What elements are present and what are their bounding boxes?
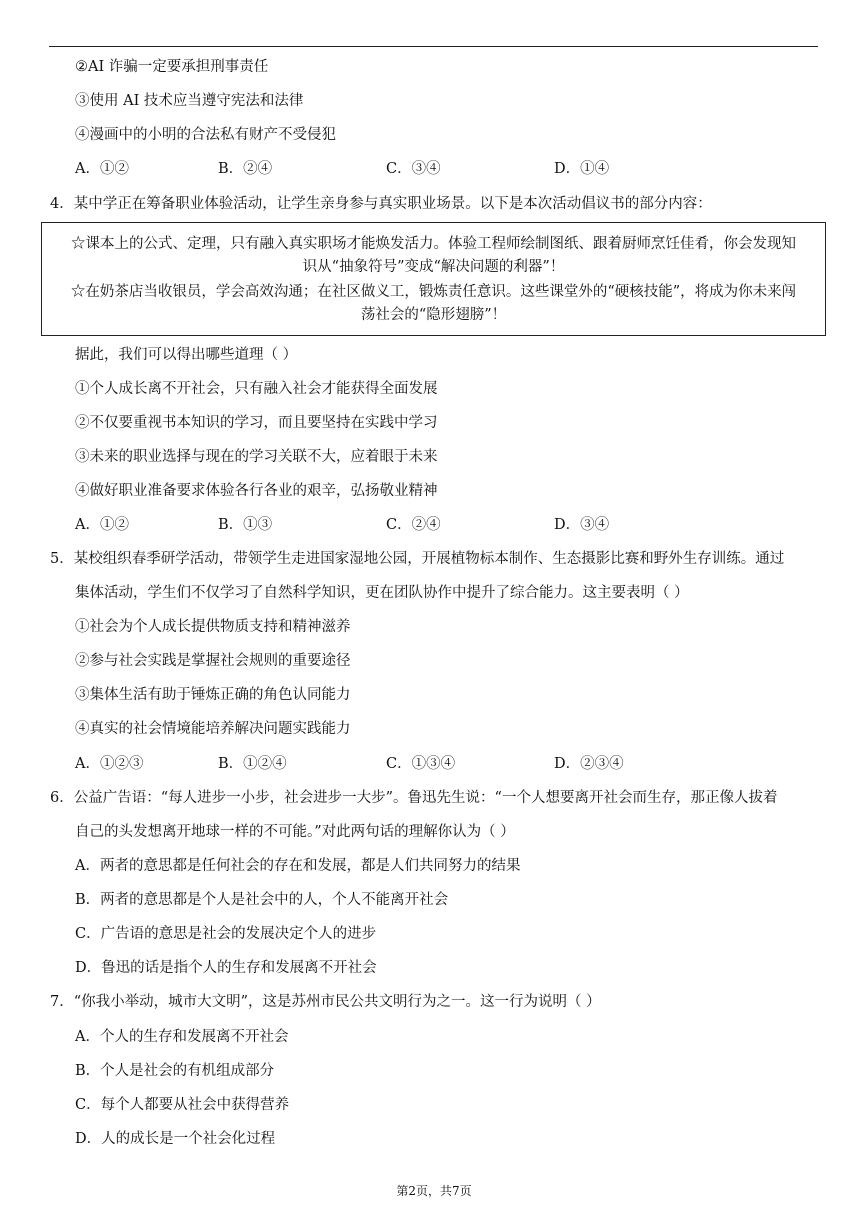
q5-option-c[interactable]: C．①③④ (386, 756, 456, 772)
q3-option-d[interactable]: D．①④ (554, 161, 610, 177)
q5-option-d[interactable]: D．②③④ (554, 756, 624, 772)
q5-option-a[interactable]: A．①②③ (75, 756, 144, 772)
q4-box-line-1: ☆课本上的公式、定理，只有融入真实职场才能焕发活力。体验工程师绘制图纸、跟着厨师烹饪佳肴，你会发现知 (71, 236, 796, 252)
q5-statement-1: ①社会为个人成长提供物质支持和精神滋养 (75, 619, 351, 635)
q6-choice-c[interactable]: C．广告语的意思是社会的发展决定个人的进步 (75, 926, 377, 942)
q7-choice-d[interactable]: D．人的成长是一个社会化过程 (75, 1131, 276, 1147)
q4-statement-1: ①个人成长离不开社会，只有融入社会才能获得全面发展 (75, 381, 438, 397)
q4-statement-2: ②不仅要重视书本知识的学习，而且要坚持在实践中学习 (75, 415, 438, 431)
q3-option-c[interactable]: C．③④ (386, 161, 441, 177)
q4-option-a[interactable]: A．①② (75, 517, 129, 533)
q3-statement-4: ④漫画中的小明的合法私有财产不受侵犯 (75, 127, 336, 143)
q5-statement-3: ③集体生活有助于锤炼正确的角色认同能力 (75, 687, 351, 703)
q4-box-line-4: 荡社会的“隐形翅膀”！ (360, 307, 507, 323)
q3-statement-2: ②AI 诈骗一定要承担刑事责任 (75, 59, 269, 75)
q4-question: 据此，我们可以得出哪些道理（ ） (75, 347, 298, 363)
q4-box-line-3: ☆在奶茶店当收银员，学会高效沟通；在社区做义工，锻炼责任意识。这些课堂外的“硬核技能”，将成为你未来闯 (70, 284, 797, 300)
q5-statement-2: ②参与社会实践是掌握社会规则的重要途径 (75, 653, 351, 669)
q4-box-line-2: 识从“抽象符号”变成“解决问题的利器”！ (302, 259, 565, 275)
q5-statement-4: ④真实的社会情境能培养解决问题实践能力 (75, 721, 351, 737)
q4-options (75, 515, 795, 535)
q6-choice-d[interactable]: D．鲁迅的话是指个人的生存和发展离不开社会 (75, 960, 377, 976)
q5-options (75, 754, 795, 774)
q6-stem-line-2: 自己的头发想离开地球一样的不可能。”对此两句话的理解你认为（ ） (75, 824, 515, 840)
q5-stem-line-1: 5．某校组织春季研学活动，带领学生走进国家湿地公园，开展植物标本制作、生态摄影比赛和野外生存训练。通过 (50, 551, 785, 567)
q4-option-b[interactable]: B．①③ (218, 517, 273, 533)
q4-statement-4: ④做好职业准备要求体验各行各业的艰辛，弘扬敬业精神 (75, 483, 438, 499)
q6-choice-b[interactable]: B．两者的意思都是个人是社会中的人，个人不能离开社会 (75, 892, 449, 908)
q3-option-a[interactable]: A．①② (75, 161, 129, 177)
q3-options (75, 159, 795, 179)
q6-choice-a[interactable]: A．两者的意思都是任何社会的存在和发展，都是人们共同努力的结果 (75, 858, 521, 874)
q7-choice-b[interactable]: B．个人是社会的有机组成部分 (75, 1063, 275, 1079)
q7-stem: 7．“你我小举动，城市大文明”，这是苏州市民公共文明行为之一。这一行为说明（ ） (50, 994, 601, 1010)
q6-stem-line-1: 6．公益广告语：“每人进步一小步，社会进步一大步”。鲁迅先生说：“一个人想要离开社会而生存，那正像人拔着 (50, 790, 778, 806)
q4-stem: 4．某中学正在筹备职业体验活动，让学生亲身参与真实职业场景。以下是本次活动倡议书的部分内容： (50, 196, 712, 212)
q3-statement-3: ③使用 AI 技术应当遵守宪法和法律 (75, 93, 304, 109)
q4-option-c[interactable]: C．②④ (386, 517, 441, 533)
page-number: 第2页，共7页 (396, 1184, 472, 1198)
q7-choice-a[interactable]: A．个人的生存和发展离不开社会 (75, 1029, 289, 1045)
header-rule (49, 46, 818, 47)
q3-option-b[interactable]: B．②④ (218, 161, 273, 177)
q5-option-b[interactable]: B．①②④ (218, 756, 287, 772)
q7-choice-c[interactable]: C．每个人都要从社会中获得营养 (75, 1097, 290, 1113)
q5-stem-line-2: 集体活动，学生们不仅学习了自然科学知识，更在团队协作中提升了综合能力。这主要表明（ ） (75, 585, 689, 601)
q4-option-d[interactable]: D．③④ (554, 517, 610, 533)
q4-proposal-box (41, 222, 826, 336)
q4-statement-3: ③未来的职业选择与现在的学习关联不大，应着眼于未来 (75, 449, 438, 465)
